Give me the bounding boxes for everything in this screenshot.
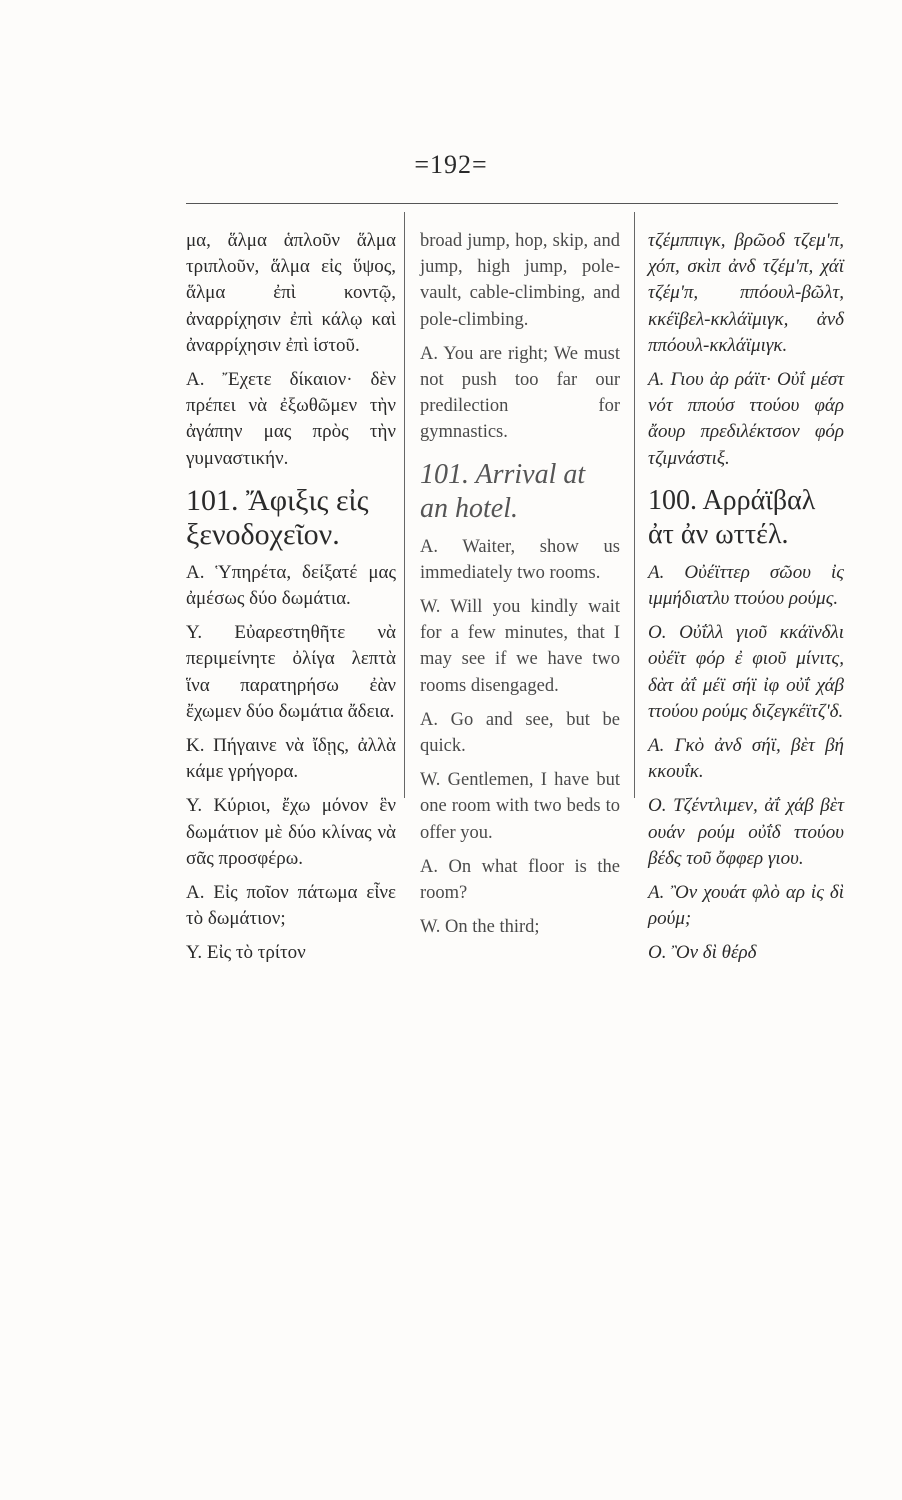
translit-paragraph: Ο. Οὐΐλλ γιοῦ κκάϊνδλι οὐέϊτ φόρ ἐ φιοῦ μίνιτς, δὰτ ἀΐ μέϊ σήϊ ἰφ οὐΐ χάβ ττούου ρούμς διζεγκέϊτζ'δ. xyxy=(648,622,844,722)
translit-paragraph: Ο. Τζέντλιμεν, ἀΐ χάβ βὲτ ουάν ρούμ οὐΐδ ττούου βέδς τοῦ ὄφφερ γιου. xyxy=(648,795,844,869)
translit-paragraph: Ο. Ὂν δὶ θέρδ xyxy=(648,942,757,964)
english-paragraph: A. You are right; We must not push too far our predilection for gymnastics. xyxy=(420,343,620,443)
greek-paragraph: Υ. Κύριοι, ἔχω μόνον ἓν δωμάτιον μὲ δύο κλίνας νὰ σᾶς προσφέρω. xyxy=(186,795,396,869)
greek-column xyxy=(186,228,396,975)
translit-paragraph: τζέμππιγκ, βρῶοδ τζεμ'π, χόπ, σκὶπ ἀνδ τζέμ'π, χάϊ τζέμ'π, ππόουλ-βῶλτ, κκέϊβελ-κκλάϊμιγκ, ἀνδ ππόουλ-κκλάϊμιγκ. xyxy=(648,230,844,356)
english-paragraph: A. Waiter, show us immediately two rooms. xyxy=(420,536,620,583)
greek-paragraph: Α. Ἔχετε δίκαιον· δὲν πρέπει νὰ ἐξωθῶμεν τὴν ἀγάπην μας πρὸς τὴν γυμναστικήν. xyxy=(186,369,396,469)
english-paragraph: broad jump, hop, skip, and jump, high jump, pole-vault, cable-climbing, and pole-climbing. xyxy=(420,231,620,330)
english-paragraph: W. Will you kindly wait for a few minutes, that I may see if we have two rooms disengaged. xyxy=(420,597,620,696)
english-paragraph: W. Gentlemen, I have but one room with two beds to offer you. xyxy=(420,770,620,843)
english-paragraph: A. Go and see, but be quick. xyxy=(420,709,620,757)
english-paragraph: A. On what floor is the room? xyxy=(420,856,620,904)
column-divider-right xyxy=(634,212,635,798)
greek-paragraph: Α. Ὑπηρέτα, δείξατέ μας ἀμέσως δύο δωμάτια. xyxy=(186,561,396,610)
translit-paragraph: Α. Γιου ἀρ ράϊτ· Οὐΐ μέστ νότ ππούσ ττούου φάρ ἄουρ πρεδιλέκτσον φόρ τζιμνάστιξ. xyxy=(648,369,844,469)
greek-paragraph: Κ. Πήγαινε νὰ ἴδῃς, ἀλλὰ κάμε γρήγορα. xyxy=(186,735,396,783)
english-section-heading: 101. Arrival at an hotel. xyxy=(420,458,586,524)
translit-paragraph: Α. Ὂν χουάτ φλὸ αρ ἰς δὶ ρούμ; xyxy=(648,882,844,930)
greek-paragraph: Α. Εἰς ποῖον πάτωμα εἶνε τὸ δωμάτιον; xyxy=(186,882,396,930)
english-paragraph: W. On the third; xyxy=(420,917,540,938)
greek-section-heading: 101. Ἄφιξις εἰς ξενοδοχεῖον. xyxy=(186,483,369,551)
translit-paragraph: Α. Γκὸ ἀνδ σήϊ, βὲτ βή κκουΐκ. xyxy=(648,735,844,783)
translit-section-heading: 100. Αρράϊβαλ ἀτ ἀν ωττέλ. xyxy=(648,484,816,550)
page-number: =192= xyxy=(414,150,488,179)
greek-paragraph: Υ. Εὐαρεστηθῆτε νὰ περιμείνητε ὀλίγα λεπτὰ ἵνα παρατηρήσω ἐὰν ἔχωμεν δύο δωμάτια ἄδεια. xyxy=(186,622,396,722)
translit-paragraph: Α. Οὐέϊττερ σῶου ἰς ιμμήδιατλυ ττούου ρούμς. xyxy=(648,561,844,610)
greek-paragraph: μα, ἅλμα ἁπλοῦν ἅλμα τριπλοῦν, ἅλμα εἰς ὕψος, ἅλμα ἐπὶ κοντῷ, ἀναρρίχησιν ἐπὶ κάλῳ καὶ ἀναρρίχησιν ἐπὶ ἱστοῦ. xyxy=(186,230,396,356)
english-column xyxy=(420,228,620,948)
column-divider-left xyxy=(404,212,405,798)
greek-paragraph: Υ. Εἰς τὸ τρίτον xyxy=(186,942,306,964)
transliteration-column xyxy=(648,228,844,975)
header-rule xyxy=(186,203,838,204)
